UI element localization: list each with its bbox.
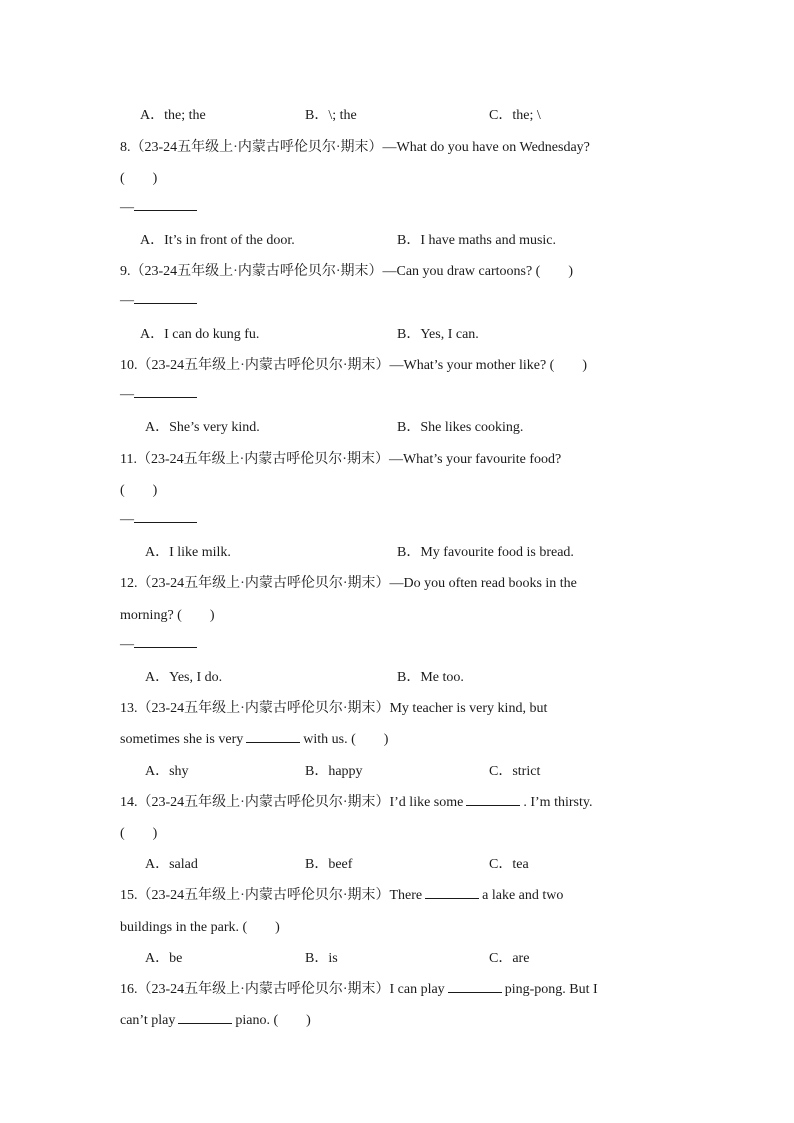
q8-blank [134,198,197,211]
q10-answer-line [120,385,197,403]
q16-stem [120,978,598,998]
q13-option-c: C．strict [489,764,541,779]
q14-option-b: B．beef [305,857,353,872]
q8-stem: 8.（23-24五年级上·内蒙古呼伦贝尔·期末）—What do you have on Wednesday? [120,140,590,155]
q8-answer-paren: ( ) [120,171,158,186]
q16-cont-after-blank: piano. ( ) [235,1013,311,1028]
q9-answer-line [120,291,197,309]
q13-text-after-blank: with us. ( ) [303,732,389,747]
q12-option-a: A．Yes, I do. [145,670,223,685]
q16-blank-1 [448,980,502,993]
q12-option-b: B．Me too. [397,670,464,685]
q15-option-b: B．is [305,951,338,966]
q7-option-c: C．the; \ [489,108,541,123]
q13-stem: 13.（23-24五年级上·内蒙古呼伦贝尔·期末）My teacher is very kind, but [120,701,548,716]
q11-option-b: B．My favourite food is bread. [397,545,574,560]
q12-blank [134,635,197,648]
q9-dash: — [120,293,134,308]
q15-text-after-blank: a lake and two [482,888,564,903]
q16-blank-2 [178,1011,232,1024]
q11-blank [134,510,197,523]
q12-dash: — [120,637,134,652]
q9-option-b: B．Yes, I can. [397,327,479,342]
q11-stem: 11.（23-24五年级上·内蒙古呼伦贝尔·期末）—What’s your favourite food? [120,452,562,467]
q11-answer-line [120,510,197,528]
q11-answer-paren: ( ) [120,483,158,498]
q8-option-a: A．It’s in front of the door. [140,233,295,248]
q15-stem [120,884,563,904]
q16-text-before-blank: 16.（23-24五年级上·内蒙古呼伦贝尔·期末）I can play [120,982,445,997]
q15-text-before-blank: 15.（23-24五年级上·内蒙古呼伦贝尔·期末）There [120,888,423,903]
q14-stem [120,791,592,811]
q10-option-b: B．She likes cooking. [397,420,524,435]
q15-option-c: C．are [489,951,530,966]
q13-blank [246,730,300,743]
q16-cont-before-blank: can’t play [120,1013,176,1028]
q16-stem-continued [120,1009,311,1029]
q14-text-after-blank: . I’m thirsty. [523,795,593,810]
q7-option-a: A．the; the [140,108,206,123]
q13-text-before-blank: sometimes she is very [120,732,244,747]
q10-stem: 10.（23-24五年级上·内蒙古呼伦贝尔·期末）—What’s your mother like? ( ) [120,358,587,373]
q14-answer-paren: ( ) [120,826,158,841]
q10-dash: — [120,387,134,402]
q9-blank [134,291,197,304]
q16-text-after-blank: ping-pong. But I [504,982,598,997]
q10-blank [134,385,197,398]
q9-option-a: A．I can do kung fu. [140,327,260,342]
q15-blank [425,886,479,899]
q12-stem-continued: morning? ( ) [120,608,215,623]
q12-stem: 12.（23-24五年级上·内蒙古呼伦贝尔·期末）—Do you often read books in the [120,576,577,591]
q11-option-a: A．I like milk. [145,545,231,560]
q8-option-b: B．I have maths and music. [397,233,557,248]
q14-text-before-blank: 14.（23-24五年级上·内蒙古呼伦贝尔·期末）I’d like some [120,795,464,810]
q14-option-a: A．salad [145,857,198,872]
q15-option-a: A．be [145,951,183,966]
q9-stem: 9.（23-24五年级上·内蒙古呼伦贝尔·期末）—Can you draw cartoons? ( ) [120,264,573,279]
q13-option-a: A．shy [145,764,189,779]
q11-dash: — [120,512,134,527]
q13-option-b: B．happy [305,764,363,779]
q7-option-b: B．\; the [305,108,357,123]
q10-option-a: A．She’s very kind. [145,420,260,435]
q8-answer-line [120,198,197,216]
q14-option-c: C．tea [489,857,529,872]
q8-dash: — [120,200,134,215]
q14-blank [466,793,520,806]
q13-stem-continued [120,728,388,748]
q15-stem-continued: buildings in the park. ( ) [120,920,280,935]
q12-answer-line [120,635,197,653]
